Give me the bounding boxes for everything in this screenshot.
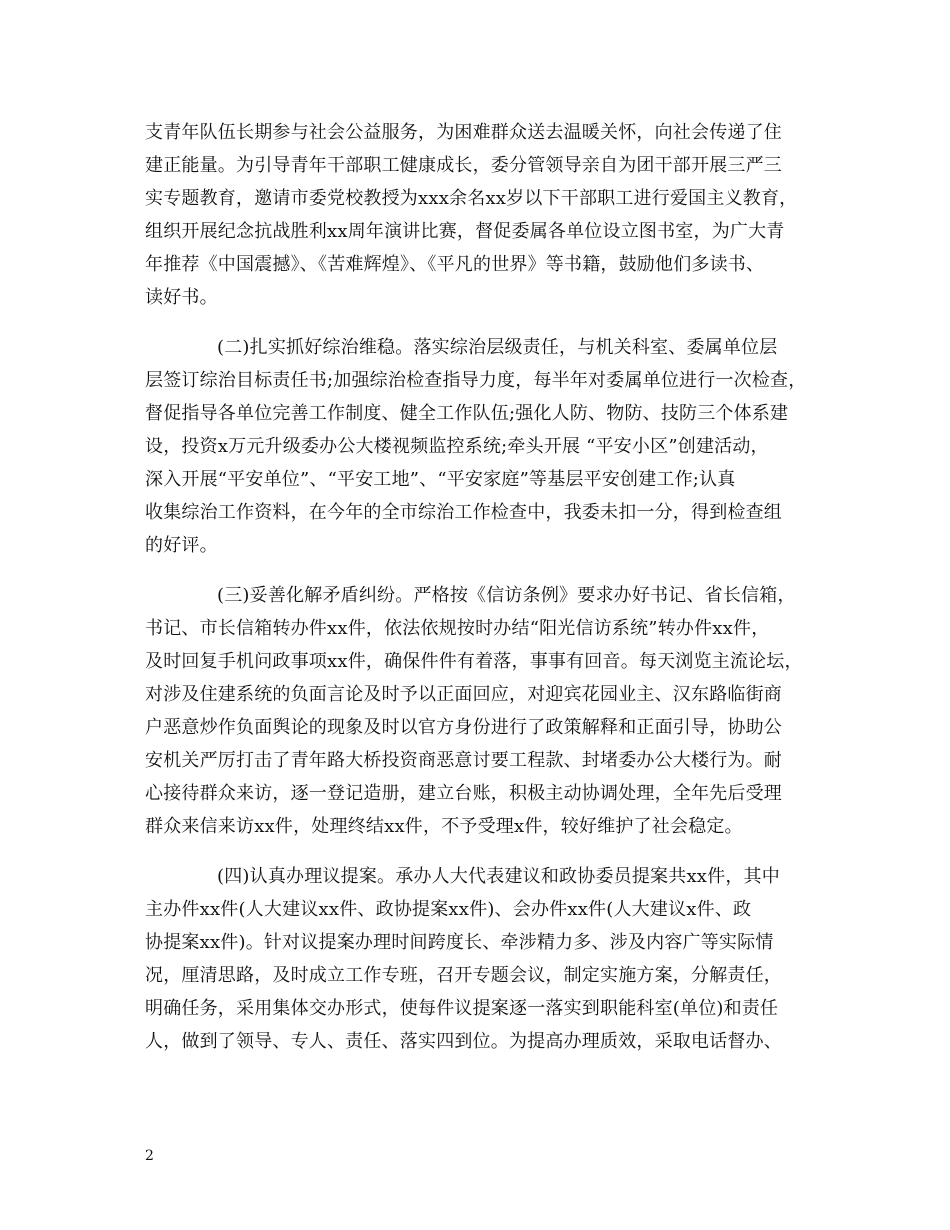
text-line: 明确任务，采用集体交办形式，使每件议提案逐一落实到职能科室(单位)和责任 bbox=[145, 998, 779, 1019]
text-line: 实专题教育，邀请市委党校教授为xxx余名xx岁以下干部职工进行爱国主义教育， bbox=[145, 188, 798, 209]
text-line: 建正能量。为引导青年干部职工健康成长，委分管领导亲自为团干部开展三严三 bbox=[145, 155, 782, 176]
text-line: 心接待群众来访，逐一登记造册，建立台账，积极主动协调处理，全年先后受理 bbox=[145, 783, 782, 804]
text-line: 及时回复手机问政事项xx件，确保件件有着落，事事有回音。每天浏览主流论坛， bbox=[145, 651, 803, 672]
text-line: 组织开展纪念抗战胜利xx周年演讲比赛，督促委属各单位设立图书室，为广大青 bbox=[145, 221, 785, 242]
text-line: 的好评。 bbox=[145, 535, 218, 556]
text-line: 设，投资x万元升级委办公大楼视频监控系统;牵头开展 “平安小区”创建活动， bbox=[145, 436, 769, 457]
section-heading-line: (四)认真办理议提案。承办人大代表建议和政协委员提案共xx件，其中 bbox=[217, 866, 780, 887]
section-heading-line: (三)妥善化解矛盾纠纷。严格按《信访条例》要求办好书记、省长信箱， bbox=[217, 585, 796, 606]
text-line: 主办件xx件(人大建议xx件、政协提案xx件)、会办件xx件(人大建议x件、政 bbox=[145, 899, 752, 920]
text-line: 户恶意炒作负面舆论的现象及时以官方身份进行了政策解释和正面引导，协助公 bbox=[145, 717, 782, 738]
text-line: 收集综治工作资料，在今年的全市综治工作检查中，我委未扣一分，得到检查组 bbox=[145, 502, 782, 523]
text-line: 群众来信来访xx件，处理终结xx件，不予受理x件，较好维护了社会稳定。 bbox=[145, 816, 743, 837]
text-line: 督促指导各单位完善工作制度、健全工作队伍;强化人防、物防、技防三个体系建 bbox=[145, 403, 789, 424]
text-line: 对涉及住建系统的负面言论及时予以正面回应，对迎宾花园业主、汉东路临街商 bbox=[145, 684, 782, 705]
text-line: 人，做到了领导、专人、责任、落实四到位。为提高办理质效，采取电话督办、 bbox=[145, 1031, 782, 1052]
text-line: 支青年队伍长期参与社会公益服务，为困难群众送去温暖关怀，向社会传递了住 bbox=[145, 122, 782, 143]
page-number: 2 bbox=[145, 1148, 154, 1164]
text-line: 年推荐《中国震撼》、《苦难辉煌》、《平凡的世界》等书籍，鼓励他们多读书、 bbox=[145, 254, 765, 275]
text-line: 深入开展“平安单位”、“平安工地”、“平安家庭”等基层平安创建工作;认真 bbox=[145, 469, 736, 490]
text-line: 读好书。 bbox=[145, 287, 218, 308]
text-line: 层签订综治目标责任书;加强综治检查指导力度，每半年对委属单位进行一次检查， bbox=[145, 370, 807, 391]
text-line: 况，厘清思路，及时成立工作专班，召开专题会议，制定实施方案，分解责任， bbox=[145, 965, 782, 986]
section-heading-line: (二)扎实抓好综治维稳。落实综治层级责任，与机关科室、委属单位层 bbox=[217, 337, 778, 358]
text-line: 协提案xx件)。针对议提案办理时间跨度长、牵涉精力多、涉及内容广等实际情 bbox=[145, 932, 774, 953]
text-line: 书记、市长信箱转办件xx件，依法依规按时办结“阳光信访系统”转办件xx件， bbox=[145, 618, 770, 639]
text-line: 安机关严厉打击了青年路大桥投资商恶意讨要工程款、封堵委办公大楼行为。耐 bbox=[145, 750, 782, 771]
